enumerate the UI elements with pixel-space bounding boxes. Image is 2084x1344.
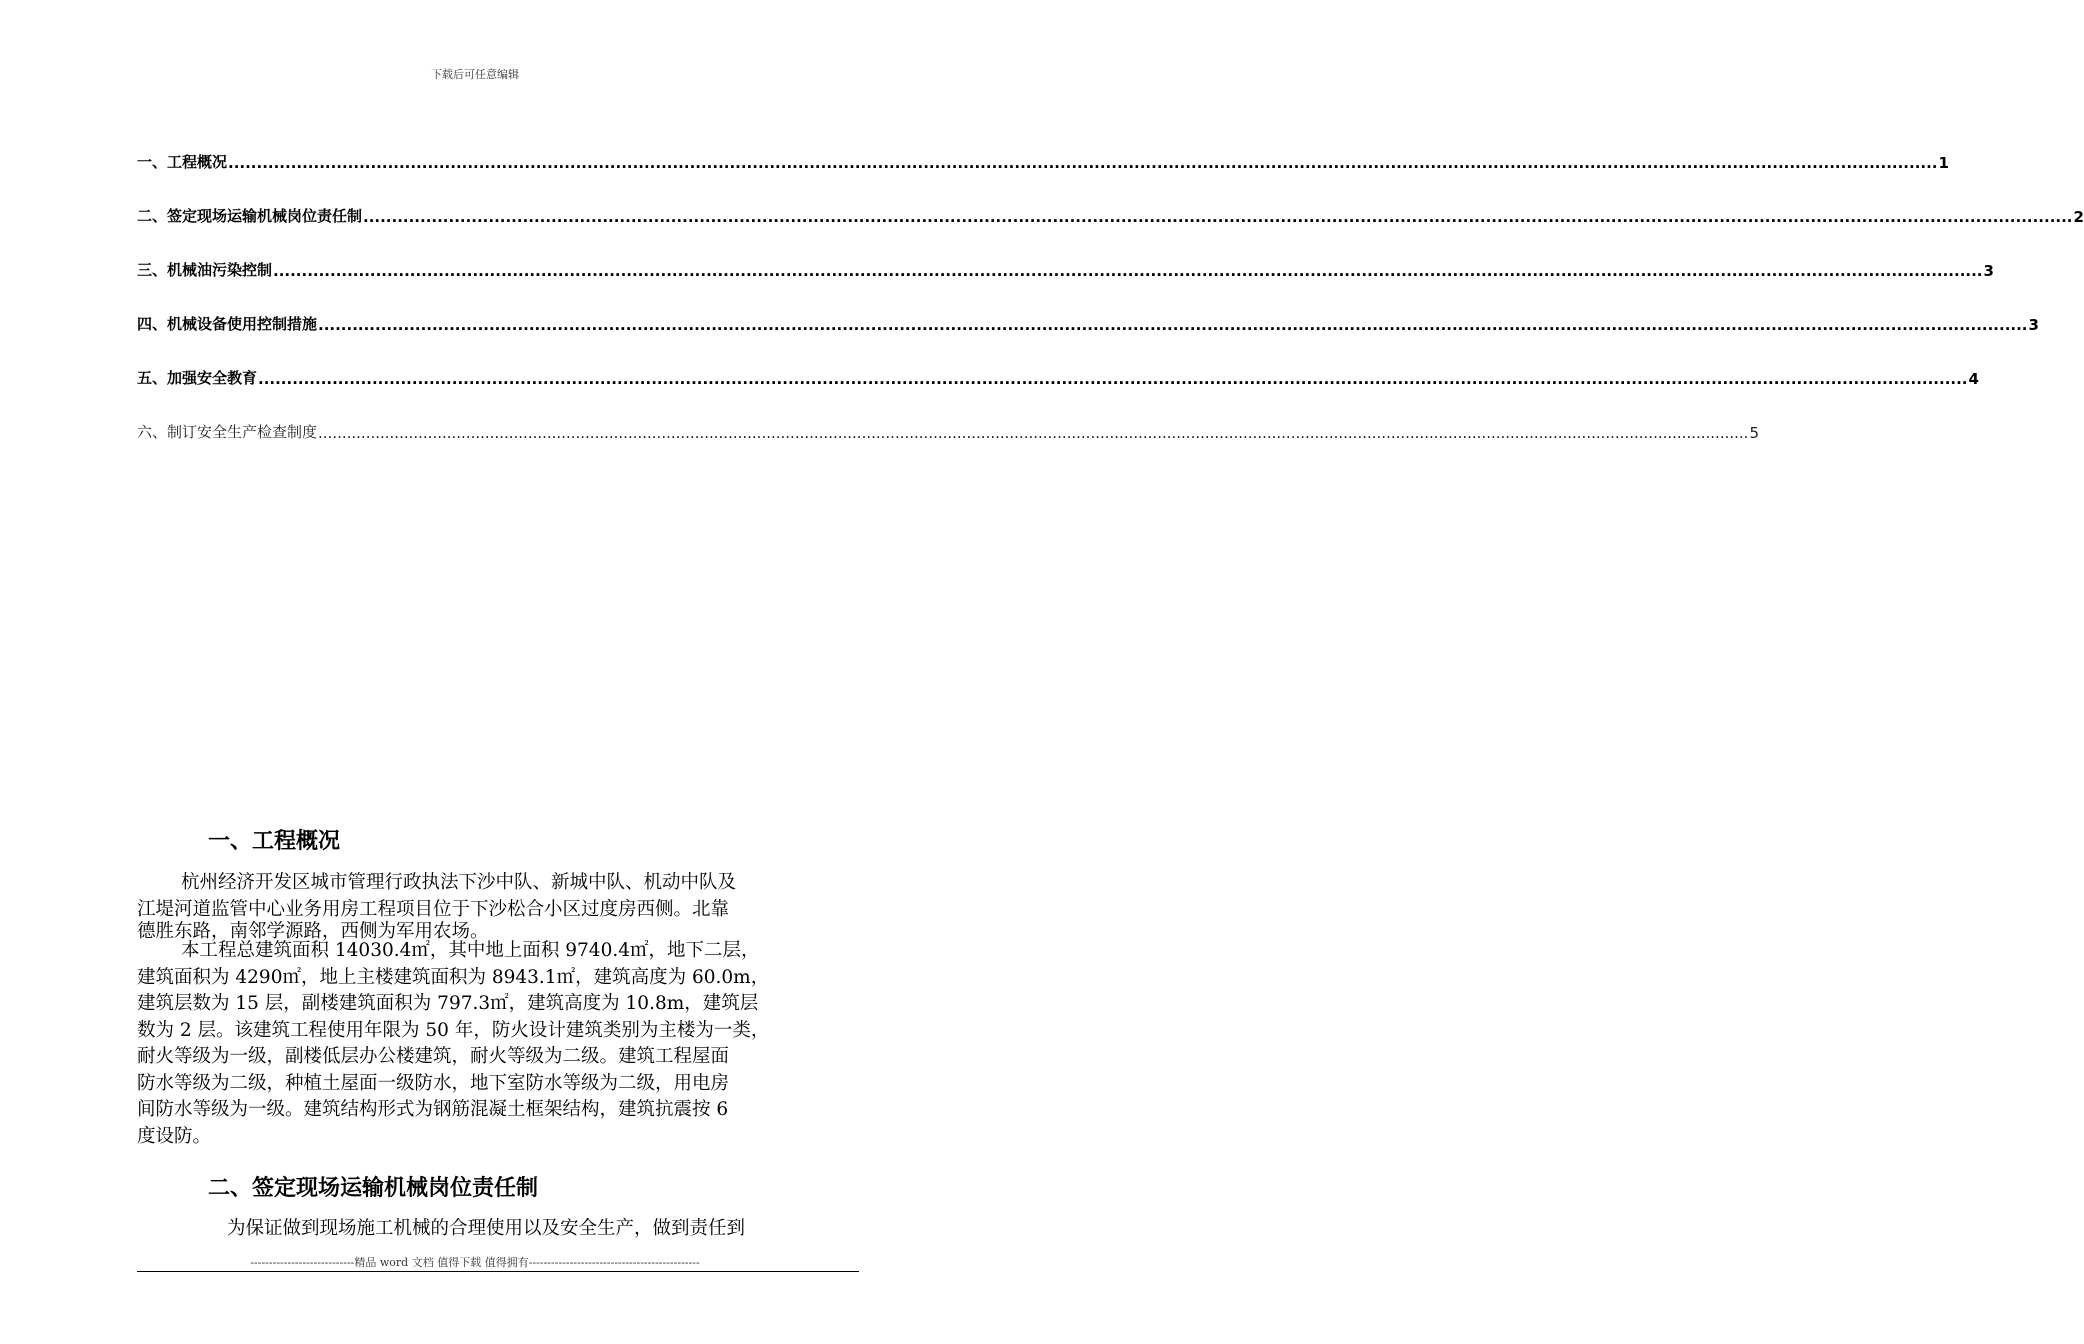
text-line: 德胜东路，南邻学源路，西侧为军用农场。	[137, 921, 489, 942]
toc-entry-title: 三、机械油污染控制	[137, 261, 273, 279]
text-line: 建筑面积为 4290㎡，地上主楼建筑面积为 8943.1㎡，建筑高度为 60.0m，	[137, 966, 770, 988]
toc-leader-dots: ............................................................................................................................................................................................................................................................................................................	[363, 208, 2073, 226]
text-line: 间防水等级为一级。建筑结构形式为钢筋混凝土框架结构，建筑抗震按 6	[137, 1099, 729, 1120]
toc-entry-title: 五、加强安全教育	[137, 369, 258, 387]
section-heading-2: 二、签定现场运输机械岗位责任制	[208, 1176, 539, 1201]
text-line: 数为 2 层。该建筑工程使用年限为 50 年，防火设计建筑类别为主楼为一类，	[137, 1019, 770, 1041]
toc-entry-title: 一、工程概况	[137, 153, 228, 171]
toc-leader-dots: ............................................................................................................................................................................................................................................................................................................	[318, 424, 1749, 442]
text-line: 本工程总建筑面积 14030.4㎡，其中地上面积 9740.4㎡，地下二层，	[181, 940, 760, 961]
toc-page-number: 5	[1749, 424, 1759, 442]
toc-leader-dots: ............................................................................................................................................................................................................................................................................................................	[318, 316, 2028, 334]
text-line: 度设防。	[137, 1125, 212, 1147]
toc-page-number: 1	[1938, 154, 1949, 172]
toc-entry-title: 四、机械设备使用控制措施	[137, 315, 318, 333]
toc-entry[interactable]	[137, 206, 2084, 226]
toc-page-number: 4	[1968, 370, 1979, 388]
toc-page-number: 3	[1983, 262, 1994, 280]
toc-leader-dots: ............................................................................................................................................................................................................................................................................................................	[228, 154, 1938, 172]
text-line: 建筑层数为 15 层，副楼建筑面积为 797.3㎡，建筑高度为 10.8m，建筑层	[137, 993, 759, 1014]
toc-leader-dots: ............................................................................................................................................................................................................................................................................................................	[273, 262, 1983, 280]
page-header: 下载后可任意编辑	[431, 68, 519, 81]
toc-page-number: 2	[2073, 208, 2084, 226]
text-line: 防水等级为二级，种植土屋面一级防水，地下室防水等级为二级，用电房	[137, 1072, 730, 1094]
page-footer: ----------------------------精品 word 文档 值得下载 值得拥有----------------------------------------------	[250, 1256, 700, 1269]
toc-leader-dots: ............................................................................................................................................................................................................................................................................................................	[258, 370, 1968, 388]
toc-entry[interactable]	[137, 260, 1994, 280]
toc-entry-title: 二、签定现场运输机械岗位责任制	[137, 207, 363, 225]
toc-entry[interactable]	[137, 152, 1949, 172]
toc-page-number: 3	[2028, 316, 2039, 334]
section-heading-1: 一、工程概况	[208, 829, 341, 854]
text-line: 为保证做到现场施工机械的合理使用以及安全生产，做到责任到	[227, 1218, 746, 1239]
text-line: 耐火等级为一级，副楼低层办公楼建筑，耐火等级为二级。建筑工程屋面	[137, 1046, 730, 1067]
section-1-paragraph-2	[137, 938, 859, 1150]
section-2-paragraph-1	[137, 1216, 859, 1243]
toc-entry[interactable]	[137, 368, 1979, 388]
footer-rule	[137, 1271, 859, 1272]
section-1-paragraph-1	[137, 870, 859, 946]
text-line: 江堤河道监管中心业务用房工程项目位于下沙松合小区过度房西侧。北靠	[137, 898, 730, 920]
toc-entry[interactable]	[137, 422, 1759, 442]
toc-entry[interactable]	[137, 314, 2039, 334]
text-line: 杭州经济开发区城市管理行政执法下沙中队、新城中队、机动中队及	[181, 872, 737, 893]
toc-entry-title: 六、制订安全生产检查制度	[137, 423, 318, 441]
